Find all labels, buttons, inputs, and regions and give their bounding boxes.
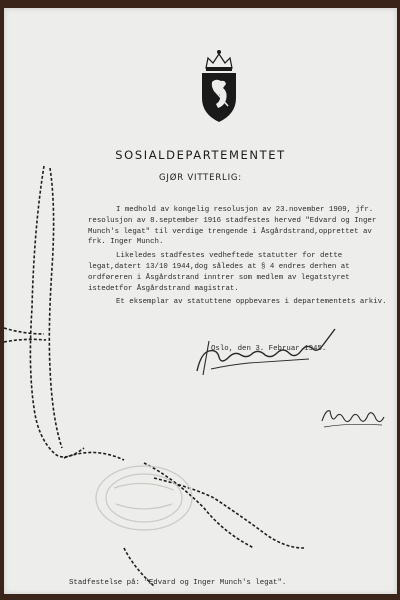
document-page bbox=[4, 8, 397, 594]
place-and-date: Oslo, den 3. Februar 1945. bbox=[211, 345, 327, 353]
paragraph-statutes: Likeledes stadfestes vedheftede statutter for dette legat,datert 13/10 1944,dog således at § 4 endres derhen at ordføreren i Åsgårdstrand inntrer som medlem av legatstyret istedetfor Åsgårdstrand magistrat. bbox=[88, 252, 350, 293]
paragraph-resolution: I medhold av kongelig resolusjon av 23.november 1909, jfr. resolusjon av 8.september 1916 stadfestes herved "Edvard og Inger Munch's legat" til verdige trengende i Åsgårdstrand,opprettet av frk. Inger Munch. bbox=[88, 206, 377, 247]
footer-caption: Stadfestelse på: "Edvard og Inger Munch's legat". bbox=[69, 579, 287, 587]
department-heading: SOSIALDEPARTEMENTET bbox=[115, 148, 286, 162]
seal-cord bbox=[4, 8, 397, 594]
embossed-seal bbox=[96, 466, 192, 530]
paragraph-archive: Et eksemplar av statuttene oppbevares i departementets arkiv. bbox=[116, 298, 387, 307]
proclamation-subheading: GJØR VITTERLIG: bbox=[159, 173, 242, 183]
